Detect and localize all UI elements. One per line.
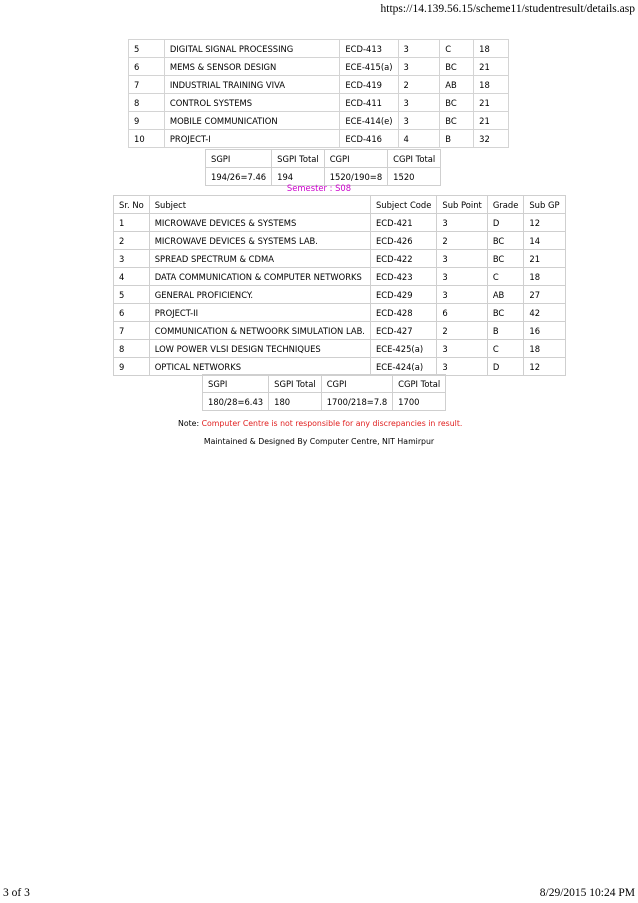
semester-8-label: Semester : S08 xyxy=(286,183,352,193)
subject-cell: DIGITAL SIGNAL PROCESSING xyxy=(164,40,340,58)
grade-cell: BC xyxy=(440,112,474,130)
subject-cell: GENERAL PROFICIENCY. xyxy=(149,286,370,304)
table-row xyxy=(114,304,566,322)
subject-code-cell: ECD-423 xyxy=(370,268,436,286)
grade-cell: BC xyxy=(487,304,524,322)
subject-code-cell: ECE-424(a) xyxy=(370,358,436,376)
sub-gp-cell: 21 xyxy=(524,250,565,268)
semester-7-summary-table xyxy=(205,149,441,186)
sub-point-cell: 3 xyxy=(437,268,487,286)
table-row xyxy=(114,340,566,358)
sub-gp-cell: 18 xyxy=(524,340,565,358)
table-row xyxy=(129,112,509,130)
subject-header: Subject xyxy=(149,196,370,214)
sr-no-cell: 5 xyxy=(114,286,150,304)
sub-gp-cell: 42 xyxy=(524,304,565,322)
sub-point-cell: 3 xyxy=(398,40,440,58)
sub-point-cell: 2 xyxy=(437,232,487,250)
semester-8-summary-table xyxy=(202,374,446,411)
sub-point-cell: 2 xyxy=(398,76,440,94)
sub-gp-cell: 18 xyxy=(524,268,565,286)
print-footer-datetime: 8/29/2015 10:24 PM xyxy=(539,887,635,899)
grade-cell: C xyxy=(487,268,524,286)
table-header-row xyxy=(114,196,566,214)
sgpi-total-value: 194 xyxy=(272,168,325,186)
summary-header-row xyxy=(206,150,441,168)
sr-no-cell: 8 xyxy=(114,340,150,358)
subject-cell: OPTICAL NETWORKS xyxy=(149,358,370,376)
subject-code-cell: ECD-421 xyxy=(370,214,436,232)
sr-no-cell: 8 xyxy=(129,94,165,112)
sr-no-cell: 7 xyxy=(114,322,150,340)
sr-no-cell: 9 xyxy=(114,358,150,376)
sub-point-cell: 3 xyxy=(437,358,487,376)
subject-cell: LOW POWER VLSI DESIGN TECHNIQUES xyxy=(149,340,370,358)
sub-gp-cell: 21 xyxy=(474,94,509,112)
sub-point-cell: 3 xyxy=(437,340,487,358)
sub-gp-cell: 27 xyxy=(524,286,565,304)
subject-code-header: Subject Code xyxy=(370,196,436,214)
grade-cell: D xyxy=(487,214,524,232)
grade-cell: BC xyxy=(487,250,524,268)
semester-8-results-table xyxy=(113,195,566,376)
subject-cell: MICROWAVE DEVICES & SYSTEMS xyxy=(149,214,370,232)
subject-code-cell: ECD-422 xyxy=(370,250,436,268)
sub-gp-cell: 12 xyxy=(524,214,565,232)
sr-no-cell: 6 xyxy=(129,58,165,76)
sr-no-cell: 2 xyxy=(114,232,150,250)
subject-code-cell: ECE-415(a) xyxy=(340,58,398,76)
table-row xyxy=(129,58,509,76)
semester-7-results-table xyxy=(128,39,509,148)
subject-code-cell: ECD-413 xyxy=(340,40,398,58)
sgpi-value: 194/26=7.46 xyxy=(206,168,272,186)
subject-cell: CONTROL SYSTEMS xyxy=(164,94,340,112)
sub-gp-cell: 14 xyxy=(524,232,565,250)
subject-code-cell: ECD-411 xyxy=(340,94,398,112)
sub-gp-cell: 18 xyxy=(474,76,509,94)
subject-cell: COMMUNICATION & NETWOORK SIMULATION LAB. xyxy=(149,322,370,340)
sgpi-header: SGPI xyxy=(203,375,269,393)
sr-no-cell: 4 xyxy=(114,268,150,286)
sub-gp-cell: 18 xyxy=(474,40,509,58)
sub-point-cell: 3 xyxy=(437,214,487,232)
subject-code-cell: ECE-414(e) xyxy=(340,112,398,130)
sub-point-cell: 3 xyxy=(398,58,440,76)
table-row xyxy=(114,232,566,250)
table-row xyxy=(129,40,509,58)
sub-point-cell: 3 xyxy=(398,112,440,130)
cgpi-value: 1520/190=8 xyxy=(324,168,387,186)
print-footer-page-number: 3 of 3 xyxy=(3,887,30,899)
sr-no-cell: 5 xyxy=(129,40,165,58)
sgpi-total-header: SGPI Total xyxy=(272,150,325,168)
summary-header-row xyxy=(203,375,446,393)
disclaimer-note xyxy=(178,419,462,428)
sub-point-cell: 6 xyxy=(437,304,487,322)
sgpi-total-header: SGPI Total xyxy=(269,375,322,393)
table-row xyxy=(129,76,509,94)
cgpi-total-header: CGPI Total xyxy=(393,375,446,393)
table-row xyxy=(129,94,509,112)
subject-code-cell: ECE-425(a) xyxy=(370,340,436,358)
grade-cell: AB xyxy=(487,286,524,304)
grade-cell: BC xyxy=(487,232,524,250)
grade-cell: B xyxy=(487,322,524,340)
table-row xyxy=(114,268,566,286)
sr-no-header: Sr. No xyxy=(114,196,150,214)
sgpi-header: SGPI xyxy=(206,150,272,168)
sr-no-cell: 7 xyxy=(129,76,165,94)
subject-cell: MEMS & SENSOR DESIGN xyxy=(164,58,340,76)
note-label: Note: xyxy=(178,419,200,428)
cgpi-total-header: CGPI Total xyxy=(388,150,441,168)
sub-gp-cell: 12 xyxy=(524,358,565,376)
sub-gp-cell: 32 xyxy=(474,130,509,148)
grade-cell: BC xyxy=(440,58,474,76)
sub-gp-header: Sub GP xyxy=(524,196,565,214)
table-row xyxy=(129,130,509,148)
subject-code-cell: ECD-428 xyxy=(370,304,436,322)
grade-cell: B xyxy=(440,130,474,148)
sr-no-cell: 1 xyxy=(114,214,150,232)
grade-cell: C xyxy=(487,340,524,358)
subject-cell: MOBILE COMMUNICATION xyxy=(164,112,340,130)
sub-point-cell: 3 xyxy=(437,250,487,268)
subject-code-cell: ECD-419 xyxy=(340,76,398,94)
subject-cell: PROJECT-II xyxy=(149,304,370,322)
subject-cell: SPREAD SPECTRUM & CDMA xyxy=(149,250,370,268)
sub-gp-cell: 16 xyxy=(524,322,565,340)
grade-cell: AB xyxy=(440,76,474,94)
sub-gp-cell: 21 xyxy=(474,58,509,76)
sgpi-total-value: 180 xyxy=(269,393,322,411)
sub-point-cell: 2 xyxy=(437,322,487,340)
grade-cell: BC xyxy=(440,94,474,112)
cgpi-total-value: 1520 xyxy=(388,168,441,186)
sr-no-cell: 6 xyxy=(114,304,150,322)
sr-no-cell: 10 xyxy=(129,130,165,148)
summary-value-row xyxy=(203,393,446,411)
sr-no-cell: 9 xyxy=(129,112,165,130)
table-row xyxy=(114,250,566,268)
cgpi-header: CGPI xyxy=(324,150,387,168)
table-row xyxy=(114,358,566,376)
subject-code-cell: ECD-416 xyxy=(340,130,398,148)
table-row xyxy=(114,322,566,340)
sr-no-cell: 3 xyxy=(114,250,150,268)
subject-cell: DATA COMMUNICATION & COMPUTER NETWORKS xyxy=(149,268,370,286)
cgpi-total-value: 1700 xyxy=(393,393,446,411)
sub-point-header: Sub Point xyxy=(437,196,487,214)
grade-cell: D xyxy=(487,358,524,376)
sub-point-cell: 3 xyxy=(398,94,440,112)
sub-point-cell: 4 xyxy=(398,130,440,148)
cgpi-header: CGPI xyxy=(321,375,392,393)
table-row xyxy=(114,214,566,232)
subject-code-cell: ECD-426 xyxy=(370,232,436,250)
subject-cell: INDUSTRIAL TRAINING VIVA xyxy=(164,76,340,94)
sgpi-value: 180/28=6.43 xyxy=(203,393,269,411)
subject-code-cell: ECD-429 xyxy=(370,286,436,304)
maintained-by-text: Maintained & Designed By Computer Centre, NIT Hamirpur xyxy=(203,437,435,446)
grade-header: Grade xyxy=(487,196,524,214)
grade-cell: C xyxy=(440,40,474,58)
sub-gp-cell: 21 xyxy=(474,112,509,130)
sub-point-cell: 3 xyxy=(437,286,487,304)
table-row xyxy=(114,286,566,304)
subject-cell: MICROWAVE DEVICES & SYSTEMS LAB. xyxy=(149,232,370,250)
cgpi-value: 1700/218=7.8 xyxy=(321,393,392,411)
note-text: Computer Centre is not responsible for any discrepancies in result. xyxy=(201,419,463,428)
subject-code-cell: ECD-427 xyxy=(370,322,436,340)
subject-cell: PROJECT-I xyxy=(164,130,340,148)
print-header-url: https://14.139.56.15/scheme11/studentresult/details.asp xyxy=(380,3,635,15)
